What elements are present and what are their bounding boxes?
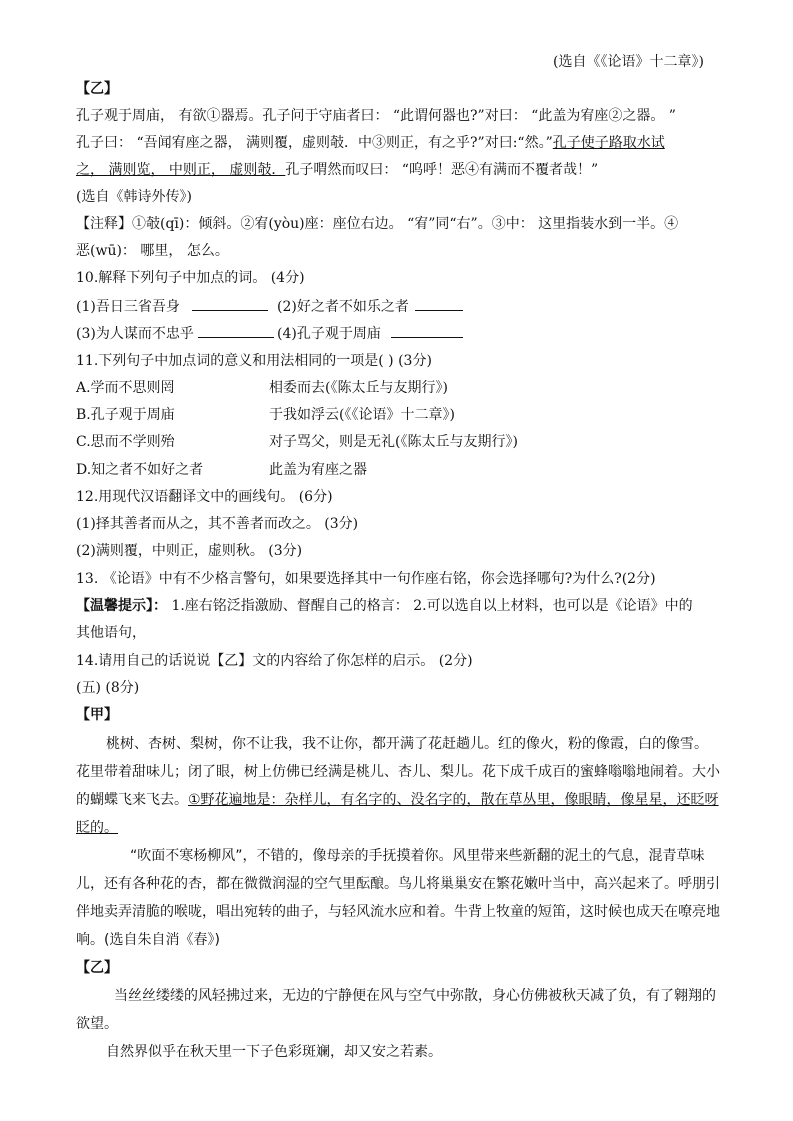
notes-line-2: 恶(wū)： 哪里， 怎么。 bbox=[76, 243, 229, 259]
q10-item-3-text: (3)为人谋而不忠乎 bbox=[76, 326, 194, 342]
answer-blank-1[interactable] bbox=[192, 296, 268, 311]
q11-option-b-right: 于我如浮云(《《论语》十二章》) bbox=[269, 407, 455, 423]
spring-p1-line-1: 桃树、杏树、梨树，你不让我，我不让你，都开满了花赶趟儿。红的像火，粉的像霞，白的像雪。 bbox=[106, 736, 708, 752]
tip-text-1: 1.座右铭泛指激励、督醒自己的格言： 2.可以选自以上材料，也可以是《论语》中的 bbox=[167, 598, 693, 614]
notes-line-1: 【注释】①攲(qī)：倾斜。②宥(yòu)座：座位右边。 “宥”同“右”。③中： 这里指装水到一半。④ bbox=[76, 216, 679, 232]
answer-blank-2[interactable] bbox=[415, 296, 463, 311]
answer-blank-3[interactable] bbox=[198, 323, 274, 338]
spring-p2-line-2: 儿，还有各种花的杏，都在微微润湿的空气里酝酿。鸟儿将巢巢安在繁花嫩叶当中，高兴起来了。呼朋引 bbox=[76, 876, 720, 892]
spring-p2-line-4: 响。(选自朱自消《春》) bbox=[76, 932, 220, 948]
passage-yi-line-3 bbox=[76, 160, 598, 180]
question-12-item-1: (1)择其善者而从之，其不善者而改之。 (3分) bbox=[76, 516, 359, 532]
spring-p1-line-3-text: 的蝴蝶飞来飞去。 bbox=[76, 792, 188, 808]
section-label-yi-2: 【乙】 bbox=[76, 960, 118, 976]
question-10-item-3 bbox=[76, 323, 274, 344]
spring-p1-line-2: 花里带着甜味儿；闭了眼，树上仿佛已经满是桃儿、杏儿、梨儿。花下成千成百的蜜蜂嗡嗡地闹着。大小 bbox=[76, 764, 720, 780]
autumn-p1-line-1: 当丝丝缕缕的风轻拂过来，无边的宁静便在风与空气中弥散，身心仿佛被秋天减了负，有了翱翔的 bbox=[114, 988, 716, 1004]
autumn-p2-line-1: 自然界似乎在秋天里一下子色彩斑斓，却又安之若素。 bbox=[106, 1044, 442, 1060]
question-10-item-2 bbox=[277, 296, 463, 317]
question-10-item-4 bbox=[277, 323, 463, 344]
q11-option-c-left[interactable]: C.思而不学则殆 bbox=[76, 434, 175, 450]
question-14-stem: 14.请用自己的话说说【乙】文的内容给了你怎样的启示。 (2分) bbox=[76, 653, 473, 669]
spring-p2-line-1: “吹面不寒杨柳风”，不错的，像母亲的手抚摸着你。风里带来些新翻的泥土的气息，混青草味 bbox=[130, 848, 705, 864]
q10-item-4-text: (4)孔子观于周庙 bbox=[277, 326, 381, 342]
source-citation-top: (选自《《论语》十二章》) bbox=[553, 54, 704, 70]
passage-yi-source: (选自《韩诗外传》) bbox=[76, 189, 192, 205]
question-11-stem: 11.下列句子中加点词的意义和用法相同的一项是( ) (3分) bbox=[76, 353, 432, 369]
spring-p2-line-3: 伴地卖弄清脆的喉咙，唱出宛转的曲子，与轻风流水应和着。牛背上牧童的短笛，这时候也成天在嘹亮地 bbox=[76, 904, 720, 920]
underlined-sentence-part-2: 之， 满则览， 中则正， 虚则攲． bbox=[76, 162, 286, 178]
q11-option-a-left[interactable]: A.学而不思则罔 bbox=[76, 380, 175, 396]
question-13-tip-line-2: 其他语句， bbox=[76, 625, 146, 641]
question-13-tip-line-1 bbox=[76, 596, 693, 616]
question-13-stem: 13. 《论语》中有不少格言警句，如果要选择其中一句作座右铭，你会选择哪句?为什么?(2分) bbox=[76, 571, 656, 587]
question-10-item-1 bbox=[76, 296, 268, 317]
passage-yi-line-1: 孔子观于周庙， 有欲①器焉。孔子问于守庙者曰： “此谓何器也?”对曰： “此盖为宥座②之器。 ” bbox=[76, 108, 676, 124]
q11-option-a-right: 相委而去(《陈太丘与友期行》) bbox=[269, 380, 448, 396]
q10-item-1-text: (1)吾日三省吾身 bbox=[76, 299, 180, 315]
q11-option-b-left[interactable]: B.孔子观于周庙 bbox=[76, 407, 175, 423]
passage-yi-line-2-text: 孔子曰： “吾闻宥座之器， 满则覆，虚则攲．中③则正，有之乎?”对曰:“然。” bbox=[76, 135, 553, 151]
question-10-stem: 10.解释下列句子中加点的词。 (4分) bbox=[76, 270, 305, 286]
section-5-header: (五) (8分) bbox=[76, 680, 140, 696]
section-label-yi: 【乙】 bbox=[76, 81, 118, 97]
underlined-sentence-spring: ①野花遍地是：杂样儿，有名字的、没名字的，散在草丛里，像眼睛，像星星，还眨呀 bbox=[188, 792, 719, 808]
q11-option-d-left[interactable]: D.知之者不如好之者 bbox=[76, 462, 204, 478]
section-label-jia: 【甲】 bbox=[76, 707, 118, 723]
tip-label: 【温馨提示】： bbox=[76, 598, 167, 614]
q10-item-2-text: (2)好之者不如乐之者 bbox=[277, 299, 409, 315]
question-12-stem: 12.用现代汉语翻译文中的画线句。 (6分) bbox=[76, 489, 333, 505]
spring-p1-line-4: 眨的。 bbox=[76, 820, 118, 836]
question-12-item-2: (2)满则覆，中则正，虚则秋。 (3分) bbox=[76, 543, 303, 559]
answer-blank-4[interactable] bbox=[391, 323, 463, 338]
underlined-sentence-part-1: 孔子使子路取水试 bbox=[552, 135, 665, 151]
passage-yi-line-2 bbox=[76, 133, 665, 153]
spring-p1-line-3 bbox=[76, 790, 719, 810]
q11-option-d-right: 此盖为宥座之器 bbox=[269, 462, 367, 478]
autumn-p1-line-2: 欲望。 bbox=[76, 1016, 118, 1032]
q11-option-c-right: 对子骂父，则是无礼(《陈太丘与友期行》) bbox=[269, 434, 518, 450]
passage-yi-line-3-text: 孔子喟然而叹曰： “呜呼！恶④有满而不覆者哉！” bbox=[285, 162, 599, 178]
